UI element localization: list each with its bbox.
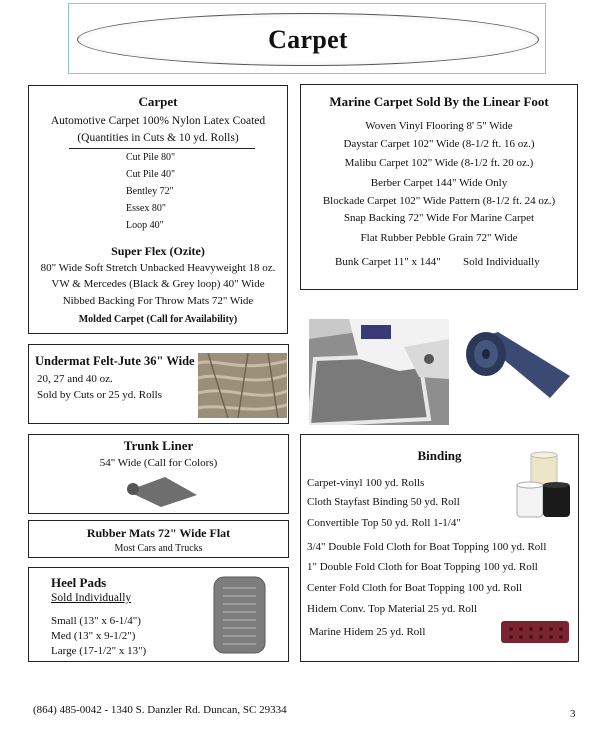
carpet-item: Cut Pile 80" — [126, 152, 176, 163]
carpet-item: Bentley 72" — [126, 186, 174, 197]
binding-item: Cloth Stayfast Binding 50 yd. Roll — [307, 496, 460, 508]
trunk-liner-heading: Trunk Liner — [123, 438, 194, 453]
marine-item: Daystar Carpet 102" Wide (8-1/2 ft. 16 oz.) — [343, 138, 535, 150]
carpet-section — [28, 85, 288, 334]
carpet-heading: Carpet — [138, 94, 178, 109]
rubber-mats-heading: Rubber Mats 72" Wide Flat — [86, 526, 231, 540]
undermat-line-1: 20, 27 and 40 oz. — [37, 373, 113, 385]
heel-pad-size: Med (13" x 9-1/2") — [51, 630, 136, 642]
bunk-carpet: Bunk Carpet 11" x 144" — [335, 256, 441, 268]
binding-item: Marine Hidem 25 yd. Roll — [309, 626, 426, 638]
carpet-line-2: (Quantities in Cuts & 10 yd. Rolls) — [77, 132, 239, 144]
binding-section — [300, 434, 579, 662]
boat-deck-photo — [309, 319, 449, 425]
rubber-mats-line: Most Cars and Trucks — [114, 543, 203, 554]
super-flex-line: 80" Wide Soft Stretch Unbacked Heavyweight 18 oz. — [40, 262, 276, 274]
marine-item: Blockade Carpet 102" Wide Pattern (8-1/2 ft. 24 oz.) — [322, 195, 556, 207]
binding-item: Hidem Conv. Top Material 25 yd. Roll — [307, 603, 478, 615]
felt-jute-photo — [198, 353, 287, 418]
heel-pads-section — [28, 567, 289, 662]
undermat-section — [28, 344, 289, 424]
super-flex-heading: Super Flex (Ozite) — [111, 244, 205, 258]
undermat-line-2: Sold by Cuts or 25 yd. Rolls — [37, 389, 162, 401]
rubber-mats-section — [28, 520, 289, 558]
marine-item: Woven Vinyl Flooring 8' 5" Wide — [365, 120, 513, 132]
binding-item: Convertible Top 50 yd. Roll 1-1/4" — [307, 517, 461, 529]
binding-item: Center Fold Cloth for Boat Topping 100 yd. Roll — [307, 582, 523, 594]
heel-pad-size: Large (17-1/2" x 13") — [51, 645, 147, 657]
bunk-carpet-note: Sold Individually — [463, 256, 540, 268]
marine-item: Snap Backing 72" Wide For Marine Carpet — [343, 212, 535, 224]
binding-heading: Binding — [417, 448, 462, 463]
trunk-liner-line: 54" Wide (Call for Colors) — [99, 457, 218, 469]
super-flex-line: VW & Mercedes (Black & Grey loop) 40" Wide — [51, 278, 265, 290]
binding-item: 3/4" Double Fold Cloth for Boat Topping 100 yd. Roll — [307, 541, 547, 553]
rolled-carpet-photo — [458, 328, 572, 404]
title-oval — [77, 13, 539, 66]
marine-item: Berber Carpet 144" Wide Only — [370, 177, 508, 189]
marine-heading: Marine Carpet Sold By the Linear Foot — [329, 94, 549, 109]
page-title: Carpet — [268, 24, 348, 54]
carpet-item: Essex 80" — [126, 203, 166, 214]
binding-item: Carpet-vinyl 100 yd. Rolls — [307, 477, 425, 489]
marine-item: Flat Rubber Pebble Grain 72" Wide — [360, 232, 518, 244]
title-banner — [68, 3, 546, 74]
footer-contact: (864) 485-0042 - 1340 S. Danzler Rd. Duncan, SC 29334 — [33, 704, 287, 716]
page-number: 3 — [570, 708, 576, 720]
marine-carpet-section — [300, 84, 578, 290]
heel-pads-sub: Sold Individually — [51, 592, 132, 604]
binding-rolls-photo — [515, 451, 573, 519]
undermat-heading: Undermat Felt-Jute 36" Wide — [35, 354, 195, 368]
super-flex-line: Nibbed Backing For Throw Mats 72" Wide — [62, 295, 254, 307]
binding-item: 1" Double Fold Cloth for Boat Topping 100 yd. Roll — [307, 561, 538, 573]
heel-pad-photo — [213, 576, 266, 654]
marine-hidem-photo — [499, 617, 571, 647]
trunk-liner-section — [28, 434, 289, 514]
heel-pads-heading: Heel Pads — [51, 575, 107, 590]
marine-item: Malibu Carpet 102" Wide (8-1/2 ft. 20 oz.) — [344, 157, 534, 169]
carpet-item: Loop 40" — [126, 220, 164, 231]
carpet-line-1: Automotive Carpet 100% Nylon Latex Coated — [50, 115, 266, 127]
molded-carpet-note: Molded Carpet (Call for Availability) — [78, 314, 238, 325]
carpet-item: Cut Pile 40" — [126, 169, 176, 180]
heel-pad-size: Small (13" x 6-1/4") — [51, 615, 141, 627]
trunk-liner-photo — [127, 473, 197, 507]
